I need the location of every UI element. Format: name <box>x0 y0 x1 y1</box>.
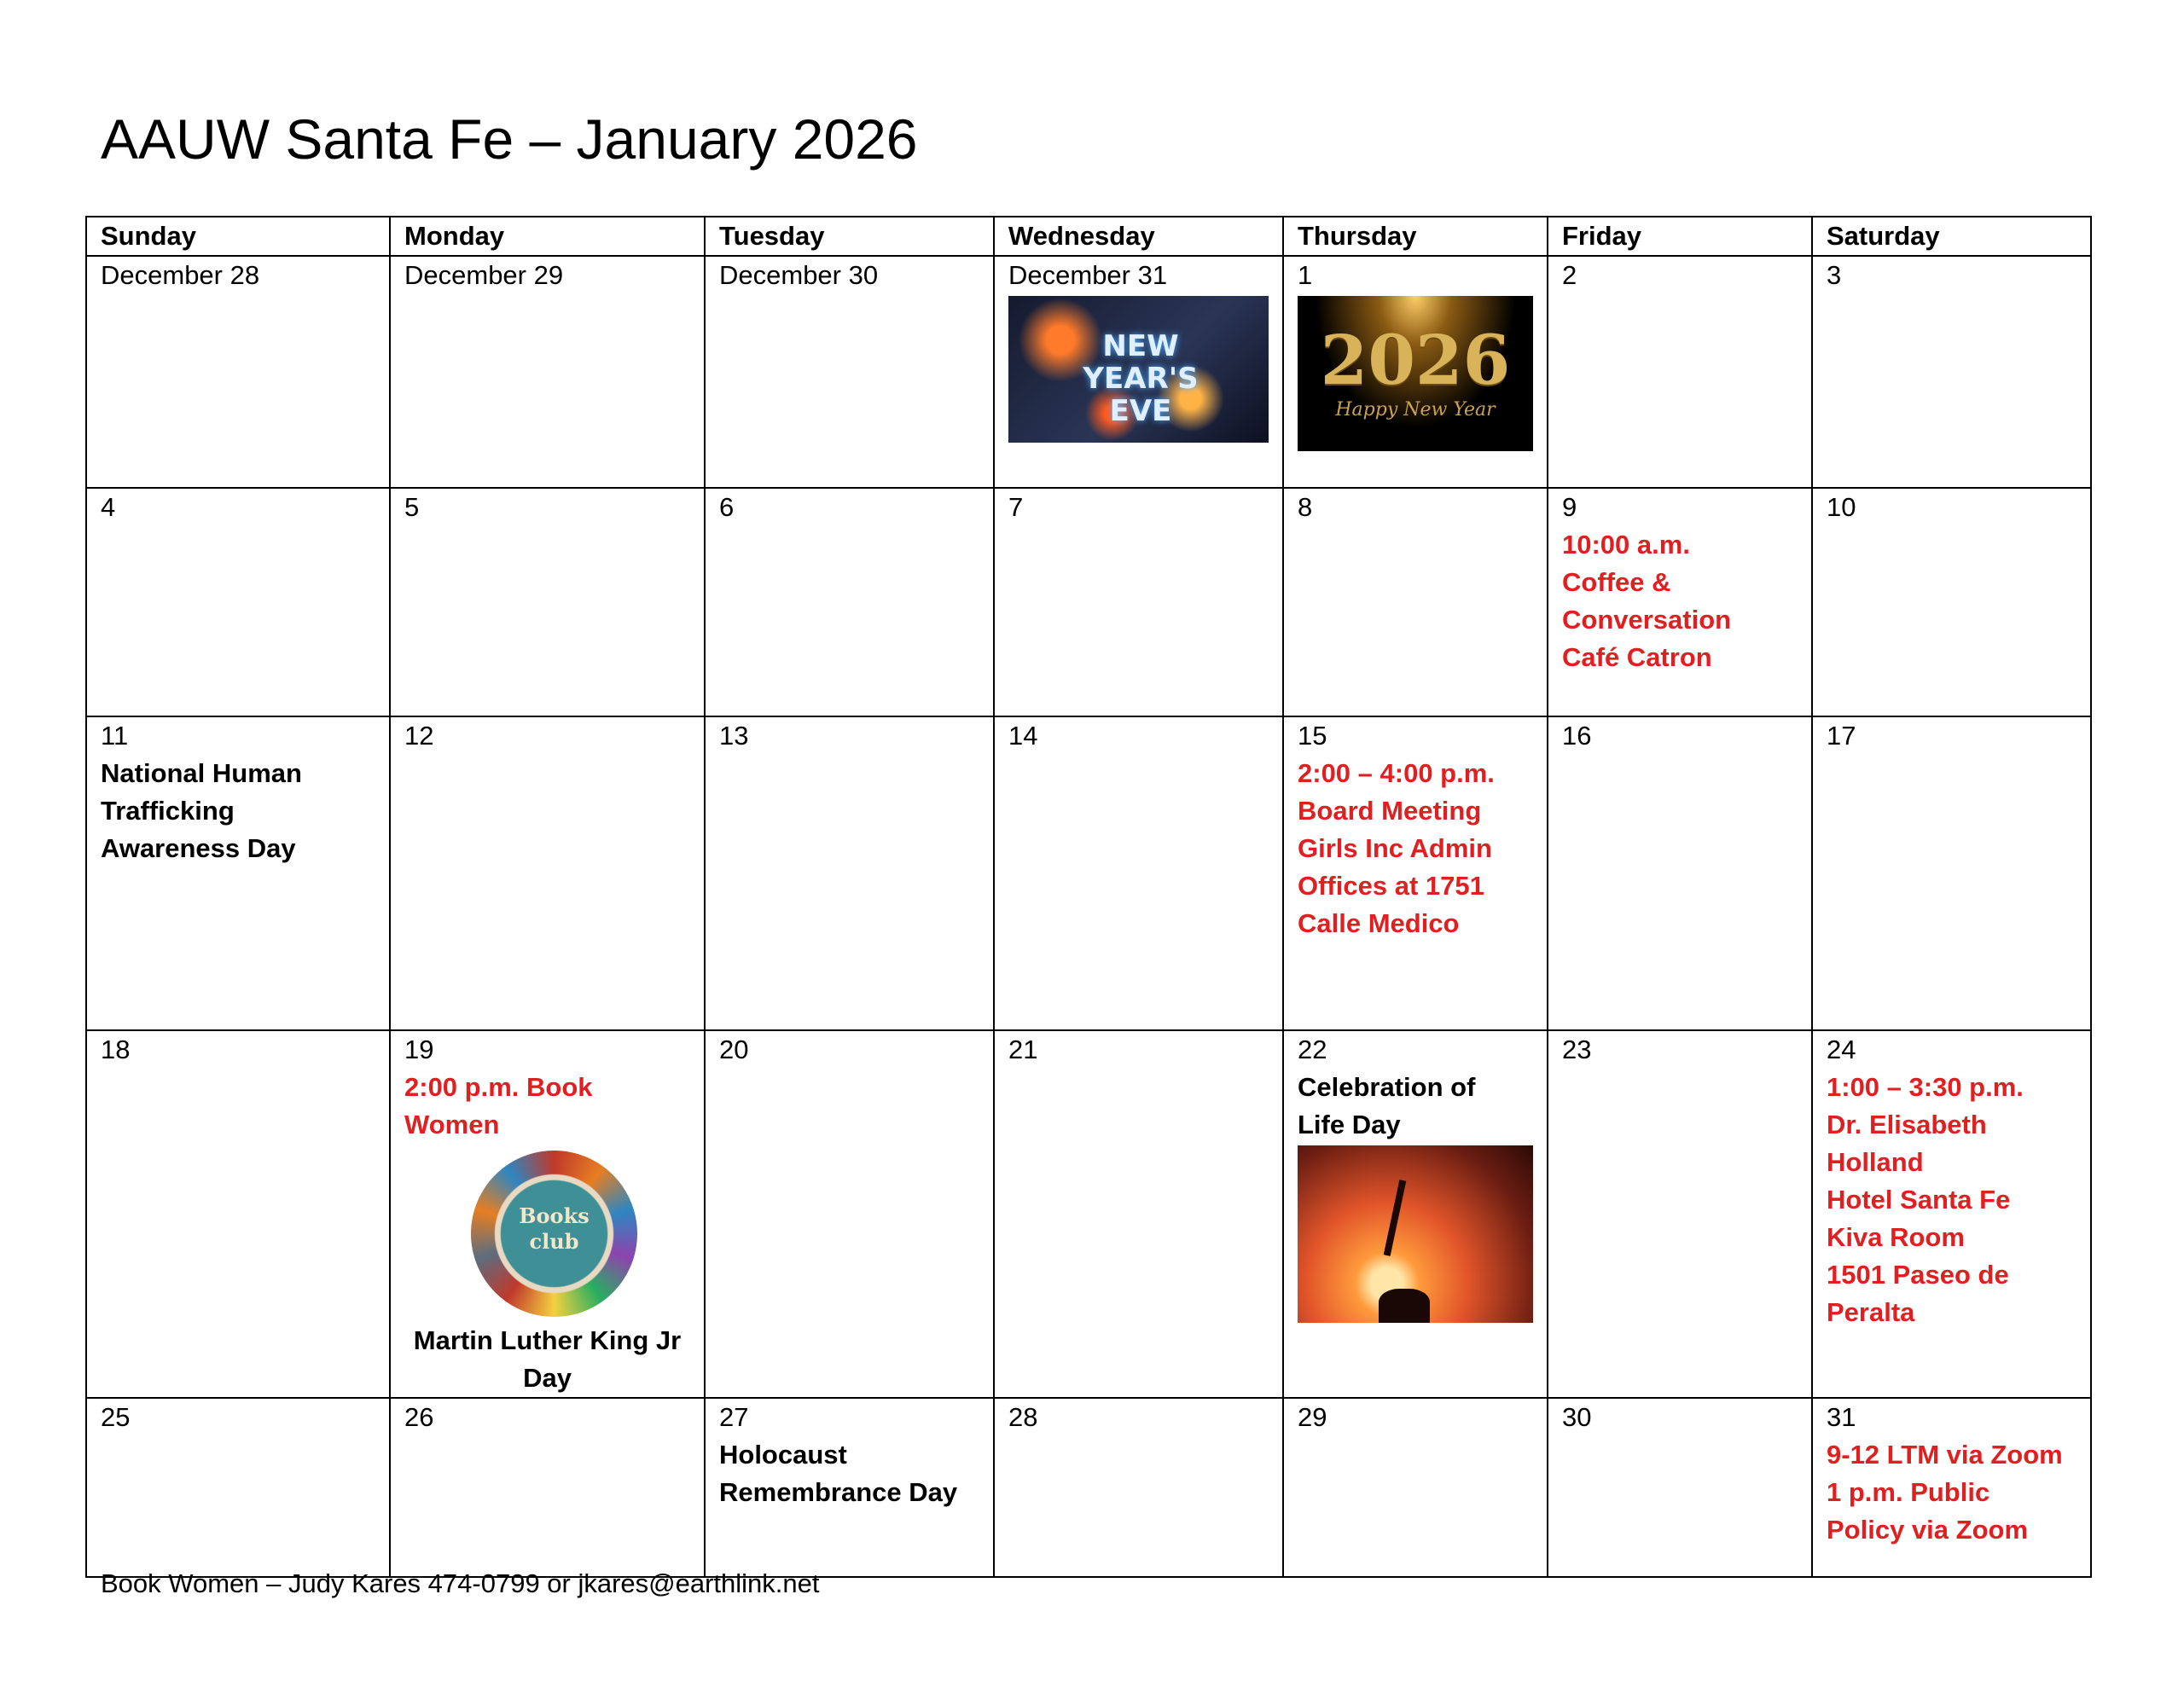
day-cell <box>994 488 1283 716</box>
calendar-table <box>85 216 2092 1578</box>
day-cell <box>1283 1030 1548 1398</box>
day-number: 18 <box>101 1035 131 1064</box>
day-number: 2 <box>1562 260 1577 290</box>
day-cell <box>994 716 1283 1030</box>
day-cell <box>705 256 994 488</box>
day-cell <box>1812 716 2091 1030</box>
day-number: 24 <box>1827 1035 1856 1064</box>
day-cell <box>1812 1398 2091 1577</box>
event-text: 10:00 a.m. Coffee & Conversation Café Catron <box>1562 530 1732 672</box>
day-number: December 30 <box>719 260 879 290</box>
day-number: 3 <box>1827 260 1842 290</box>
weekday-header-saturday: Saturday <box>1812 217 2091 256</box>
day-cell <box>1283 716 1548 1030</box>
day-number: 17 <box>1827 721 1856 751</box>
day-number: December 29 <box>404 260 564 290</box>
image-subcaption: Happy New Year <box>1335 399 1496 420</box>
day-number: 6 <box>719 492 735 522</box>
day-cell <box>390 1398 705 1577</box>
day-cell <box>1283 256 1548 488</box>
day-cell <box>1812 1030 2091 1398</box>
day-number: 8 <box>1298 492 1313 522</box>
day-cell <box>1283 1398 1548 1577</box>
books-club-image <box>471 1151 637 1317</box>
day-cell <box>86 488 390 716</box>
day-number: 30 <box>1562 1402 1592 1432</box>
day-number: December 28 <box>101 260 260 290</box>
day-number: 29 <box>1298 1402 1327 1432</box>
weekday-header-wednesday: Wednesday <box>994 217 1283 256</box>
day-cell <box>705 1398 994 1577</box>
day-cell <box>390 488 705 716</box>
silhouette-figure <box>1384 1180 1407 1256</box>
week-row <box>86 256 2091 488</box>
happy-new-year-2026-image <box>1298 296 1533 451</box>
day-number: 31 <box>1827 1402 1856 1432</box>
weekday-header-sunday: Sunday <box>86 217 390 256</box>
day-cell <box>994 1030 1283 1398</box>
day-cell <box>1812 488 2091 716</box>
event-text: National Human Trafficking Awareness Day <box>101 758 302 863</box>
day-cell <box>705 716 994 1030</box>
event-text: 9-12 LTM via Zoom 1 p.m. Public Policy via Zoom <box>1827 1440 2063 1545</box>
footer-contact: Book Women – Judy Kares 474-0799 or jkares@earthlink.net <box>101 1568 820 1598</box>
calendar-body <box>86 256 2091 1577</box>
day-number: 14 <box>1008 721 1038 751</box>
day-cell <box>390 716 705 1030</box>
week-row <box>86 1398 2091 1577</box>
silhouette-rock <box>1379 1289 1430 1323</box>
week-row <box>86 488 2091 716</box>
day-cell <box>1283 488 1548 716</box>
image-caption: Books club <box>519 1203 590 1254</box>
week-row <box>86 716 2091 1030</box>
event-text: 2:00 p.m. Book Women <box>404 1072 593 1139</box>
day-cell <box>994 1398 1283 1577</box>
day-number: 7 <box>1008 492 1024 522</box>
day-cell <box>86 1030 390 1398</box>
day-number: 10 <box>1827 492 1856 522</box>
event-text: 2:00 – 4:00 p.m. Board Meeting Girls Inc Admin Offices at 1751 Calle Medico <box>1298 758 1495 938</box>
event-text: 1:00 – 3:30 p.m. Dr. Elisabeth Holland Hotel Santa Fe Kiva Room 1501 Paseo de Peralta <box>1827 1072 2024 1327</box>
event-text: Holocaust Remembrance Day <box>719 1440 958 1507</box>
day-cell <box>705 488 994 716</box>
day-number: 19 <box>404 1035 434 1064</box>
weekday-header-monday: Monday <box>390 217 705 256</box>
day-number: 20 <box>719 1035 749 1064</box>
day-number: 16 <box>1562 721 1592 751</box>
image-caption: NEW YEAR'S EVE <box>1083 329 1199 428</box>
day-cell <box>1548 488 1812 716</box>
day-cell <box>1548 256 1812 488</box>
day-number: 12 <box>404 721 434 751</box>
day-number: December 31 <box>1008 260 1168 290</box>
page-title: AAUW Santa Fe – January 2026 <box>101 107 918 171</box>
day-cell <box>705 1030 994 1398</box>
day-number: 11 <box>101 721 129 751</box>
day-cell <box>390 256 705 488</box>
weekday-header-row <box>86 217 2091 256</box>
day-number: 1 <box>1298 260 1313 290</box>
day-number: 27 <box>719 1402 749 1432</box>
day-cell <box>86 1398 390 1577</box>
weekday-header-tuesday: Tuesday <box>705 217 994 256</box>
day-number: 28 <box>1008 1402 1038 1432</box>
day-number: 22 <box>1298 1035 1327 1064</box>
day-cell <box>86 716 390 1030</box>
day-number: 13 <box>719 721 749 751</box>
week-row <box>86 1030 2091 1398</box>
day-cell <box>1548 1398 1812 1577</box>
day-number: 23 <box>1562 1035 1592 1064</box>
day-number: 25 <box>101 1402 131 1432</box>
day-number: 4 <box>101 492 116 522</box>
day-number: 5 <box>404 492 420 522</box>
day-cell <box>390 1030 705 1398</box>
event-text: Martin Luther King Jr Day <box>413 1325 682 1393</box>
weekday-header-thursday: Thursday <box>1283 217 1548 256</box>
image-caption: 2026 <box>1320 320 1511 400</box>
day-cell <box>1548 1030 1812 1398</box>
sunset-silhouette-image <box>1298 1145 1533 1323</box>
day-number: 15 <box>1298 721 1327 751</box>
weekday-header-friday: Friday <box>1548 217 1812 256</box>
day-cell <box>994 256 1283 488</box>
event-text: Celebration of Life Day <box>1298 1072 1476 1139</box>
new-years-eve-image <box>1008 296 1269 443</box>
day-number: 9 <box>1562 492 1577 522</box>
day-cell <box>1812 256 2091 488</box>
day-cell <box>1548 716 1812 1030</box>
day-cell <box>86 256 390 488</box>
day-number: 21 <box>1008 1035 1038 1064</box>
day-number: 26 <box>404 1402 434 1432</box>
